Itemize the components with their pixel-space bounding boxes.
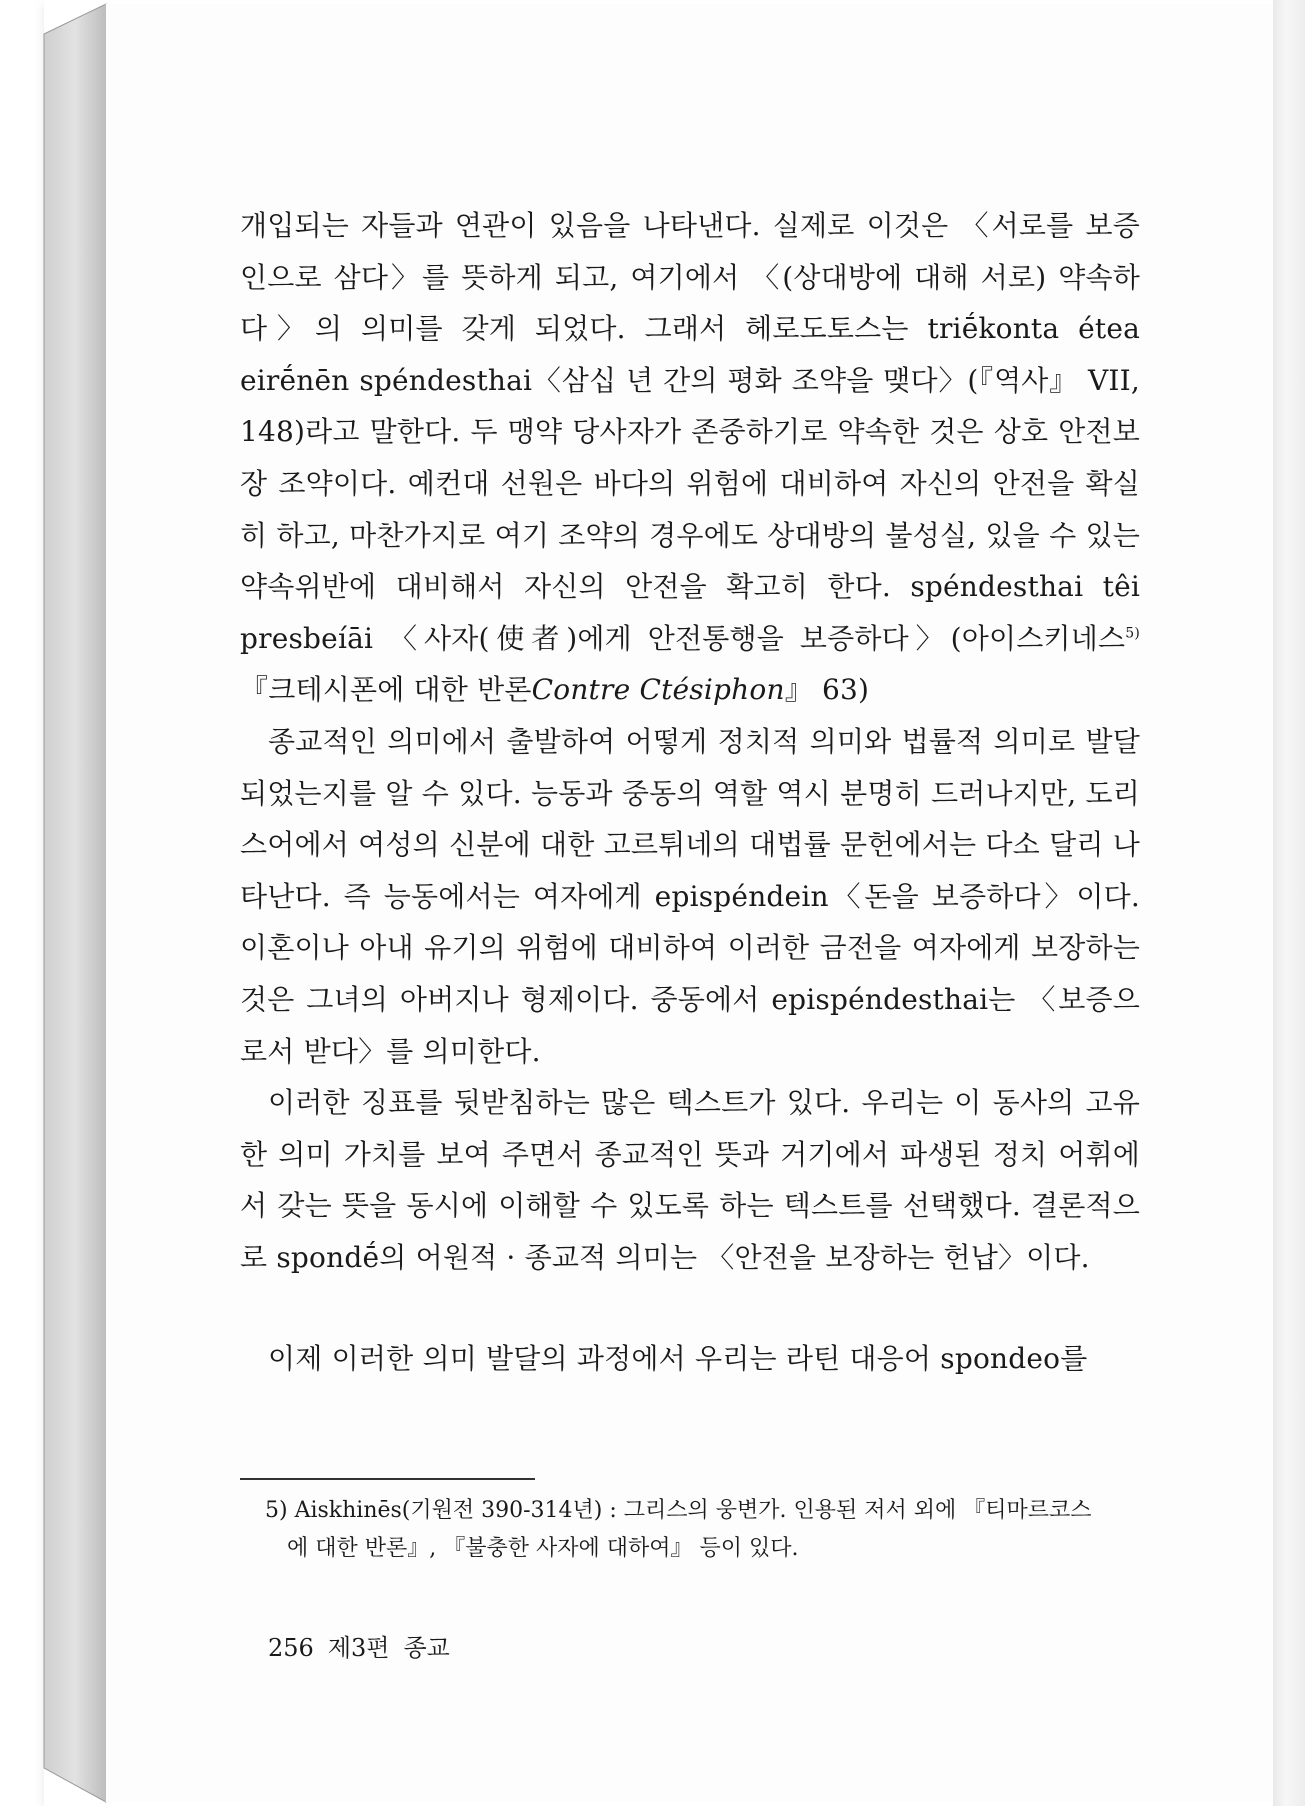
paragraph-2: 종교적인 의미에서 출발하여 어떻게 정치적 의미와 법률적 의미로 발달되었는지를 알 수 있다. 능동과 중동의 역할 역시 분명히 드러나지만, 도리스어에서 여성의 신분에 대한 고르튀네의 대법률 문헌에서는 다소 달리 나타난다. 즉 능동에서는 여자에게 epispéndein〈돈을 보증하다〉이다. 이혼이나 아내 유기의 위험에 대비하여 이러한 금전을 여자에게 보장하는 것은 그녀의 아버지나 형제이다. 중동에서 epispéndesthai는 〈보증으로서 받다〉를 의미한다. xyxy=(240,724,1140,1068)
paragraph-3: 이러한 징표를 뒷받침하는 많은 텍스트가 있다. 우리는 이 동사의 고유한 의미 가치를 보여 주면서 종교적인 뜻과 거기에서 파생된 정치 어휘에서 갖는 뜻을 동시에 이해할 수 있도록 하는 텍스트를 선택했다. 결론적으로 spondḗ의 어원적 · 종교적 의미는 〈안전을 보장하는 헌납〉이다. xyxy=(240,1086,1140,1274)
footnote-reference: 5) xyxy=(1125,625,1140,642)
footnote-line-1: 5) Aiskhinēs(기원전 390-314년) : 그리스의 웅변가. 인용된 저서 외에 『티마르코스 xyxy=(265,1498,1092,1523)
citation-title-italic: Contre Ctésiphon xyxy=(531,673,785,707)
footnote-rule xyxy=(240,1478,535,1480)
paragraph-4: 이제 이러한 의미 발달의 과정에서 우리는 라틴 대응어 spondeo를 xyxy=(268,1342,1088,1376)
part-label: 제3편 xyxy=(327,1634,390,1662)
citation-tail: 』 63) xyxy=(784,673,870,707)
paragraph-1-text: 개입되는 자들과 연관이 있음을 나타낸다. 실제로 이것은 〈서로를 보증인으로 삼다〉를 뜻하게 되고, 여기에서 〈(상대방에 대해 서로) 약속하다〉의 의미를 갖게 되었다. 그래서 헤로도토스는 triḗkonta étea eirḗnēn spéndesthai〈삼십 년 간의 평화 조약을 맺다〉(『역사』 VII, 148)라고 말한다. 두 맹약 당사자가 존중하기로 약속한 것은 상호 안전보장 조약이다. 예컨대 선원은 바다의 위험에 대비하여 자신의 안전을 확실히 하고, 마찬가지로 여기 조약의 경우에도 상대방의 불성실, 있을 수 있는 약속위반에 대비해서 자신의 안전을 확고히 한다. spéndesthai têi presbeíāi 〈사자(使者)에게 안전통행을 보증하다〉(아이스키네스 xyxy=(240,209,1140,655)
page-edge xyxy=(1273,0,1305,1806)
paragraph-1 xyxy=(240,200,1140,716)
footnote xyxy=(265,1492,1145,1568)
page-footer xyxy=(268,1633,464,1663)
book-spine xyxy=(0,0,120,1806)
section-label: 종교 xyxy=(403,1634,450,1662)
page-number: 256 xyxy=(268,1634,314,1662)
footnote-line-2: 에 대한 반론』, 『불충한 사자에 대하여』 등이 있다. xyxy=(287,1536,799,1561)
paragraph-gap xyxy=(240,1283,1140,1333)
citation-title: 『크테시폰에 대한 반론 xyxy=(240,673,532,707)
body-text xyxy=(240,200,1140,1385)
